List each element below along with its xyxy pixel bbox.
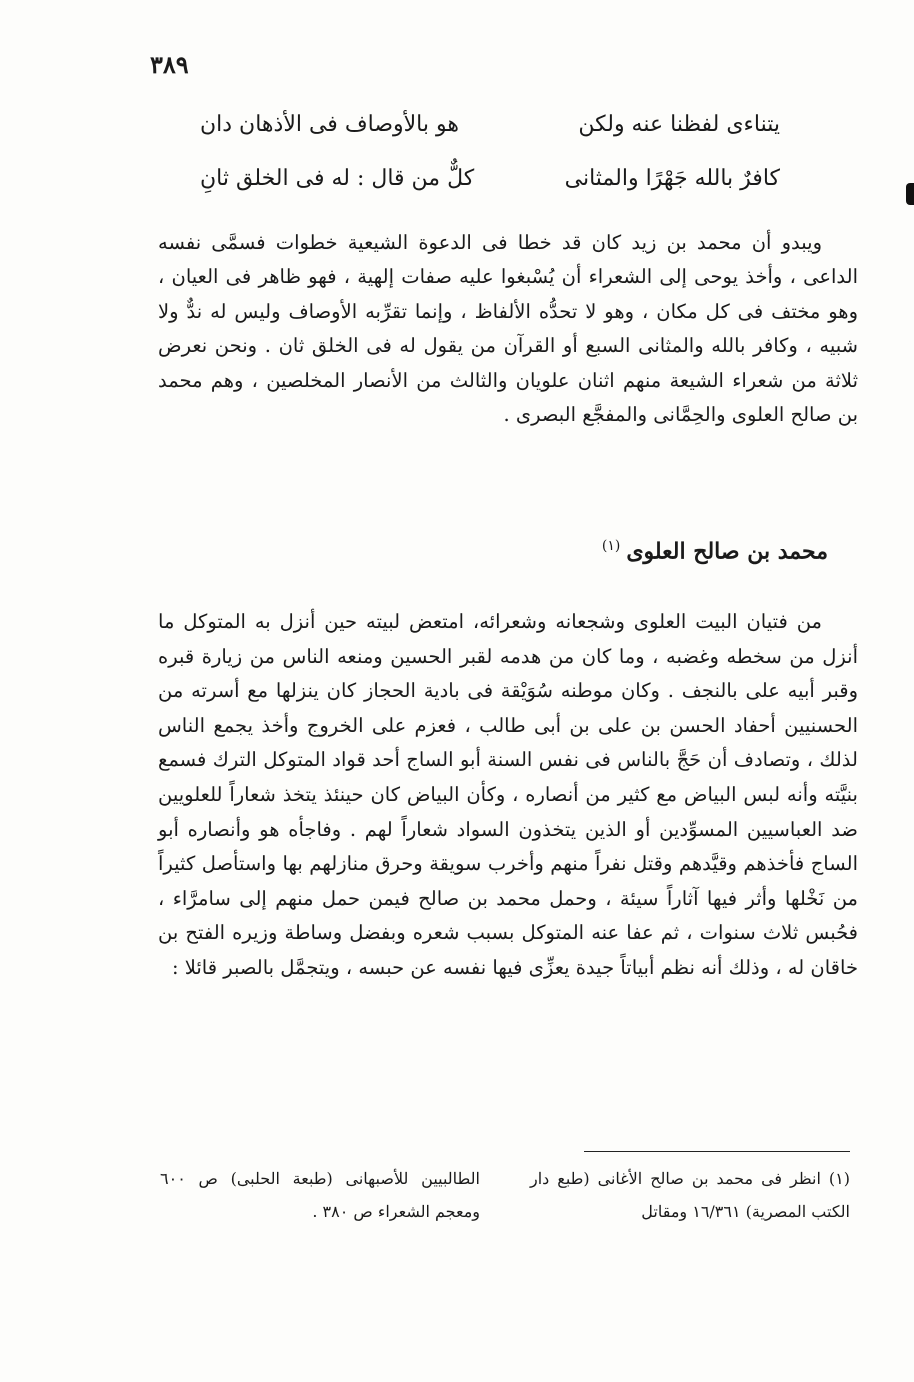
- verse-1-second-hemistich: هو بالأوصاف فى الأذهان دان: [200, 112, 459, 137]
- verse-2-first-hemistich: كافرٌ بالله جَهْرًا والمثانى: [564, 166, 780, 191]
- section-heading: [602, 538, 828, 564]
- poem-verse-1: [200, 112, 780, 137]
- verse-1-first-hemistich: يتناءى لفظنا عنه ولكن: [578, 112, 780, 137]
- footnote-column-left: الطالبيين للأصبهانى (طبعة الحلبى) ص ٦٠٠ ومعجم الشعراء ص ٣٨٠ .: [160, 1169, 480, 1221]
- page-edge-mark: [906, 183, 914, 205]
- footnote-column-right: (١) انظر فى محمد بن صالح الأغانى (طبع دار الكتب المصرية) ١٦/٣٦١ ومقاتل: [530, 1169, 850, 1221]
- poem-verse-2: [200, 166, 780, 191]
- page-number: ٣٨٩: [150, 50, 189, 79]
- verse-2-second-hemistich: كلٌّ من قال : له فى الخلق ثانِ: [200, 166, 475, 191]
- footnote-reference[interactable]: (١): [601, 538, 621, 554]
- body-paragraph-2: من فتيان البيت العلوى وشجعانه وشعرائه، امتعض لبيته حين أنزل به المتوكل ما أنزل من سخطه وغضبه ، وما كان من هدمه لقبر الحسين ومنعه الناس من زيارة قبره وقبر أبيه على بالنجف . وكان موطنه سُوَيْقة فى بادية الحجاز كان ينزلها مع أسرته من الحسنيين أحفاد الحسن بن على بن أبى طالب ، فعزم على الخروج وأخذ يجمع الناس لذلك ، وتصادف أن حَجَّ بالناس فى نفس السنة أبو الساج أحد قواد المتوكل الترك فسمع بنيَّته وأنه لبس البياض مع كثير من أنصاره ، وكأن البياض كان حينئذ يتخذ شعاراً للعلويين ضد العباسيين المسوِّدين أو الذين يتخذون السواد شعاراً لهم . وفاجأه هو وأنصاره أبو الساج فأخذهم وقيَّدهم وقتل نفراً منهم وأخرب سويقة وحرق منازلهم بها واستأصل كثيراً من نَخْلها وأثر فيها آثاراً سيئة ، وحمل محمد بن صالح فيمن حمل منهم إلى سامرَّاء ، فحُبس ثلاث سنوات ، ثم عفا عنه المتوكل بسبب شعره وبفضل وساطة وزيره الفتح بن خاقان له ، وذلك أنه نظم أبياتاً جيدة يعزِّى فيها نفسه عن حبسه ، ويتجمَّل بالصبر قائلا :: [158, 610, 858, 979]
- footnote-divider: [584, 1151, 850, 1152]
- body-paragraph-1: ويبدو أن محمد بن زيد كان قد خطا فى الدعوة الشيعية خطوات فسمَّى نفسه الداعى ، وأخذ يوحى إلى الشعراء أن يُسْبغوا عليه صفات إلهية ، فهو ظاهر فى العيان ، وهو مختف فى كل مكان ، وهو لا تحدُّه الألفاظ ، وإنما تقرِّبه الأوصاف وليس له ندٌّ ولا شبيه ، وكافر بالله والمثانى السبع أو القرآن من يقول له فى الخلق ثان . ونحن نعرض ثلاثة من شعراء الشيعة منهم اثنان علويان والثالث من الأنصار المخلصين ، وهم محمد بن صالح العلوى والحِمَّانى والمفجَّع البصرى .: [158, 231, 858, 427]
- footnotes: [160, 1162, 850, 1228]
- section-heading-title: محمد بن صالح العلوى: [626, 538, 828, 565]
